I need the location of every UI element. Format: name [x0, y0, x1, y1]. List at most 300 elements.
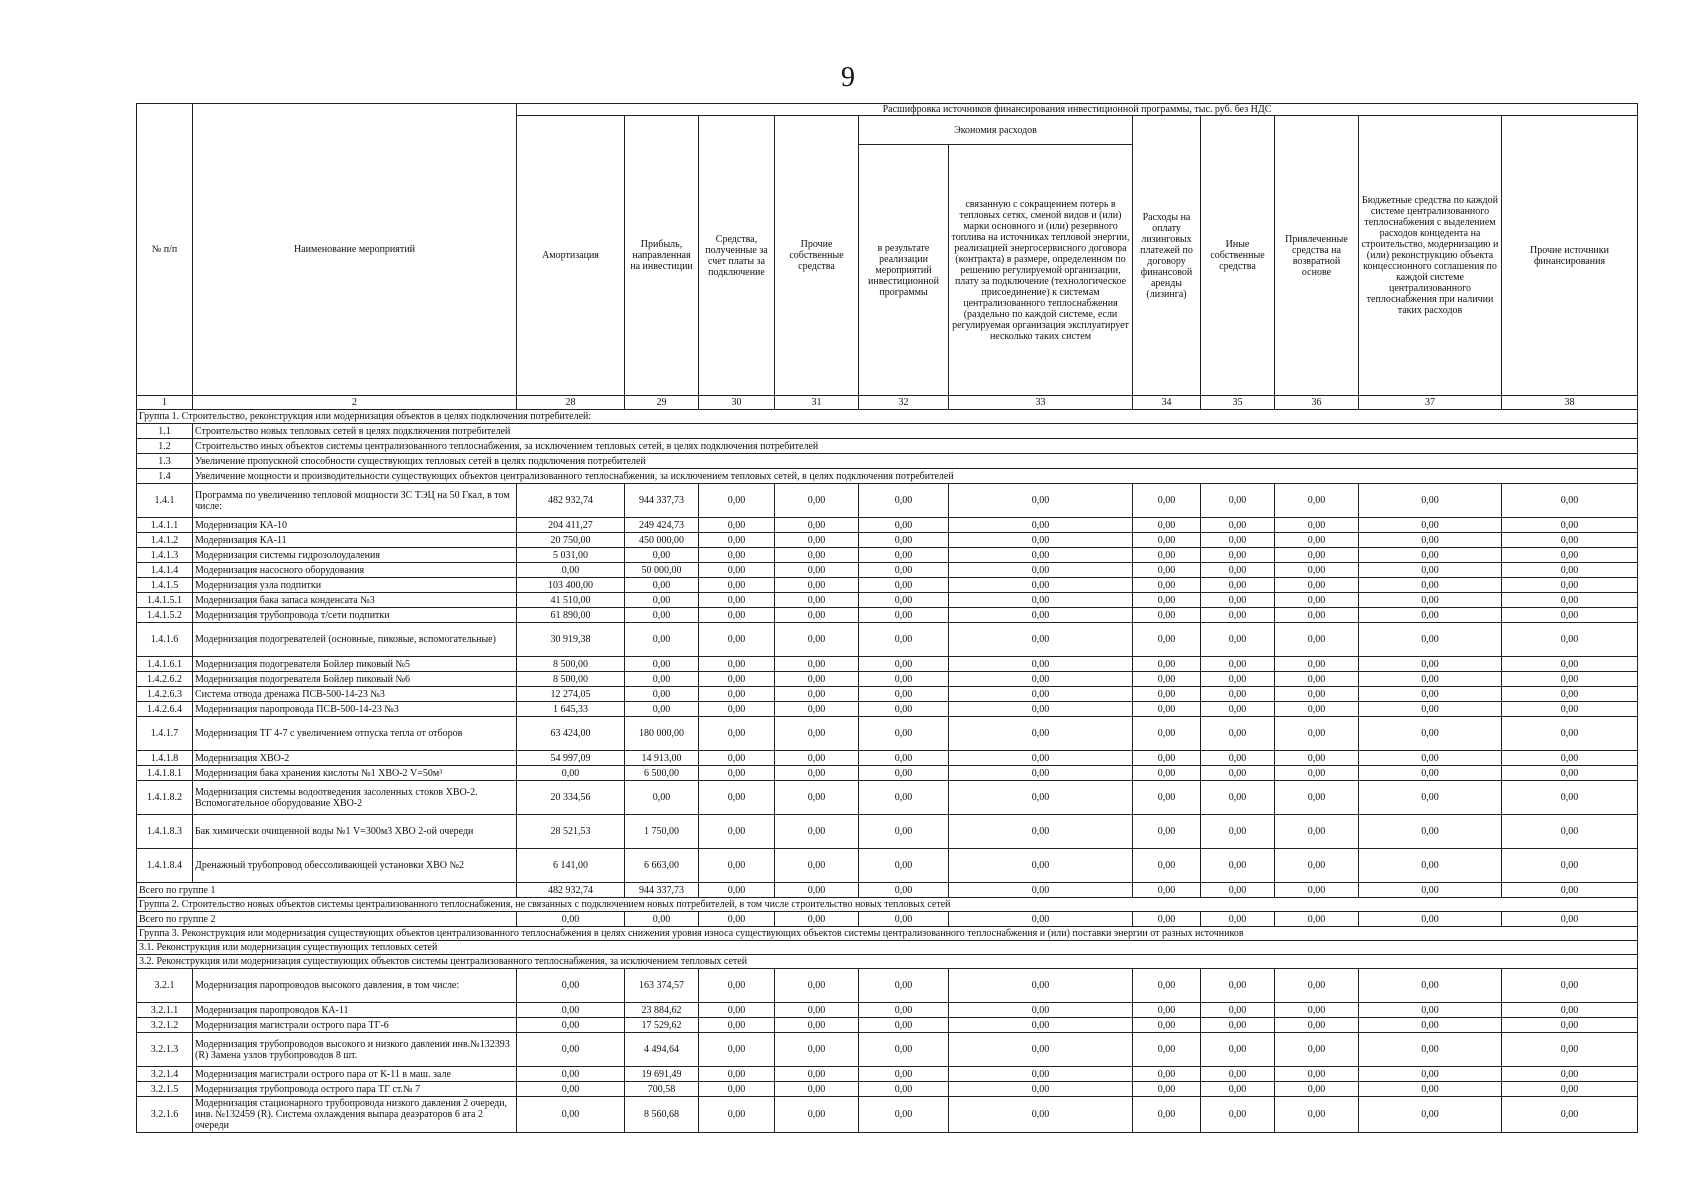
amount-cell: 0,00 [1502, 1097, 1638, 1133]
amount-cell: 0,00 [1133, 1097, 1201, 1133]
amount-cell: 1 750,00 [625, 815, 699, 849]
amount-cell: 5 031,00 [517, 548, 625, 563]
amount-cell: 0,00 [1502, 548, 1638, 563]
measure-name: Модернизация системы водоотведения засоленных стоков ХВО-2. Вспомогательное оборудование ХВО-2 [193, 781, 517, 815]
amount-cell: 204 411,27 [517, 518, 625, 533]
measure-name: Модернизация трубопровода т/сети подпитки [193, 608, 517, 623]
column-number: 37 [1359, 396, 1502, 410]
row-number: 1.4.1.8.1 [137, 766, 193, 781]
amount-cell: 0,00 [517, 1097, 625, 1133]
amount-cell: 23 884,62 [625, 1003, 699, 1018]
amount-cell: 0,00 [699, 518, 775, 533]
amount-cell: 0,00 [699, 766, 775, 781]
amount-cell: 0,00 [699, 751, 775, 766]
section-title: Увеличение пропускной способности существующих тепловых сетей в целях подключения потребителей [193, 454, 1638, 469]
group-row [137, 898, 1638, 912]
section-row [137, 424, 1638, 439]
measure-name: Модернизация подогревателя Бойлер пиковый №5 [193, 657, 517, 672]
amount-cell: 0,00 [1275, 781, 1359, 815]
amount-cell: 0,00 [625, 672, 699, 687]
column-number: 31 [775, 396, 859, 410]
amount-cell: 0,00 [1201, 1003, 1275, 1018]
amount-cell: 0,00 [949, 849, 1133, 883]
table-row [137, 1018, 1638, 1033]
row-number: 3.2.1.1 [137, 1003, 193, 1018]
measure-name: Модернизация ТГ 4-7 с увеличением отпуска тепла от отборов [193, 717, 517, 751]
amount-cell: 482 932,74 [517, 883, 625, 898]
table-row [137, 563, 1638, 578]
row-number: 1.4.1.5 [137, 578, 193, 593]
amount-cell: 0,00 [1133, 548, 1201, 563]
row-number: 1.3 [137, 454, 193, 469]
amount-cell: 0,00 [949, 533, 1133, 548]
amount-cell: 0,00 [1133, 593, 1201, 608]
measure-name: Модернизация подогревателя Бойлер пиковый №6 [193, 672, 517, 687]
amount-cell: 0,00 [625, 623, 699, 657]
amount-cell: 0,00 [625, 578, 699, 593]
amount-cell: 0,00 [1275, 533, 1359, 548]
header-loss-reduction: связанную с сокращением потерь в тепловых сетях, сменой видов и (или) марки основного и (или) резервного топлива на источниках тепловой энергии, реализацией энергосервисного договора (контракта) в размере, определенном по решению регулируемой организации, плату за подключение (технологическое присоединение) к системам централизованного теплоснабжения (раздельно по каждой системе, если регулируемая организация эксплуатирует несколько таких систем [949, 145, 1133, 396]
row-number: 1.4.2.6.3 [137, 687, 193, 702]
amount-cell: 0,00 [775, 548, 859, 563]
amount-cell: 19 691,49 [625, 1067, 699, 1082]
amount-cell: 0,00 [1275, 548, 1359, 563]
amount-cell: 0,00 [1133, 578, 1201, 593]
amount-cell: 0,00 [1133, 672, 1201, 687]
amount-cell: 0,00 [517, 563, 625, 578]
amount-cell: 0,00 [949, 623, 1133, 657]
amount-cell: 0,00 [1133, 781, 1201, 815]
amount-cell: 0,00 [699, 969, 775, 1003]
amount-cell: 0,00 [1275, 912, 1359, 927]
row-number: 1.4.1.5.1 [137, 593, 193, 608]
amount-cell: 0,00 [699, 672, 775, 687]
amount-cell: 30 919,38 [517, 623, 625, 657]
amount-cell: 0,00 [859, 548, 949, 563]
amount-cell: 0,00 [699, 1082, 775, 1097]
section-title: Увеличение мощности и производительности существующих объектов централизованного теплоснабжения, за исключением тепловых сетей, в целях подключения потребителей [193, 469, 1638, 484]
amount-cell: 0,00 [699, 578, 775, 593]
amount-cell: 0,00 [1201, 912, 1275, 927]
amount-cell: 0,00 [699, 1097, 775, 1133]
header-num: № п/п [137, 104, 193, 396]
row-number: 3.2.1.4 [137, 1067, 193, 1082]
amount-cell: 0,00 [1359, 815, 1502, 849]
amount-cell: 180 000,00 [625, 717, 699, 751]
group-row [137, 955, 1638, 969]
amount-cell: 1 645,33 [517, 702, 625, 717]
row-number: 1.4.1.2 [137, 533, 193, 548]
measure-name: Модернизация стационарного трубопровода низкого давления 2 очереди, инв. №132459 (R). Система охлаждения выпара деаэраторов 6 ата 2 очереди [193, 1097, 517, 1133]
amount-cell: 0,00 [1275, 578, 1359, 593]
measure-name: Модернизация паропроводов высокого давления, в том числе: [193, 969, 517, 1003]
measure-name: Модернизация узла подпитки [193, 578, 517, 593]
amount-cell: 0,00 [859, 766, 949, 781]
amount-cell: 0,00 [699, 781, 775, 815]
amount-cell: 0,00 [1359, 687, 1502, 702]
amount-cell: 0,00 [1502, 717, 1638, 751]
table-row [137, 702, 1638, 717]
header-economy: Экономия расходов [859, 116, 1133, 145]
amount-cell: 0,00 [775, 533, 859, 548]
amount-cell: 0,00 [1201, 702, 1275, 717]
amount-cell: 0,00 [1201, 608, 1275, 623]
amount-cell: 0,00 [775, 1018, 859, 1033]
column-number: 30 [699, 396, 775, 410]
amount-cell: 0,00 [625, 608, 699, 623]
amount-cell: 0,00 [625, 687, 699, 702]
amount-cell: 944 337,73 [625, 883, 699, 898]
amount-cell: 0,00 [1275, 849, 1359, 883]
row-number: 1.4.2.6.4 [137, 702, 193, 717]
amount-cell: 450 000,00 [625, 533, 699, 548]
amount-cell: 0,00 [1201, 969, 1275, 1003]
amount-cell: 0,00 [949, 1097, 1133, 1133]
row-number: 1.4 [137, 469, 193, 484]
amount-cell: 0,00 [1275, 1033, 1359, 1067]
table-row [137, 849, 1638, 883]
row-number: 3.2.1.5 [137, 1082, 193, 1097]
amount-cell: 0,00 [1502, 781, 1638, 815]
measure-name: Модернизация насосного оборудования [193, 563, 517, 578]
amount-cell: 0,00 [1359, 849, 1502, 883]
amount-cell: 0,00 [1502, 751, 1638, 766]
amount-cell: 0,00 [699, 1003, 775, 1018]
amount-cell: 0,00 [859, 672, 949, 687]
amount-cell: 0,00 [1359, 751, 1502, 766]
table-row [137, 781, 1638, 815]
amount-cell: 0,00 [625, 702, 699, 717]
amount-cell: 0,00 [1359, 484, 1502, 518]
amount-cell: 0,00 [949, 766, 1133, 781]
amount-cell: 0,00 [859, 687, 949, 702]
table-row [137, 687, 1638, 702]
amount-cell: 0,00 [1133, 687, 1201, 702]
amount-cell: 0,00 [625, 593, 699, 608]
group-row [137, 410, 1638, 424]
amount-cell: 0,00 [1359, 1067, 1502, 1082]
amount-cell: 0,00 [699, 687, 775, 702]
amount-cell: 0,00 [1502, 883, 1638, 898]
amount-cell: 0,00 [1201, 751, 1275, 766]
row-number: 1.4.1.1 [137, 518, 193, 533]
amount-cell: 0,00 [1502, 969, 1638, 1003]
row-number: 3.2.1.3 [137, 1033, 193, 1067]
amount-cell: 0,00 [949, 883, 1133, 898]
amount-cell: 0,00 [859, 717, 949, 751]
amount-cell: 0,00 [517, 969, 625, 1003]
amount-cell: 0,00 [1133, 608, 1201, 623]
amount-cell: 0,00 [1275, 883, 1359, 898]
amount-cell: 0,00 [1359, 608, 1502, 623]
amount-cell: 0,00 [699, 563, 775, 578]
amount-cell: 0,00 [699, 815, 775, 849]
amount-cell: 0,00 [1359, 717, 1502, 751]
header-leasing: Расходы на оплату лизинговых платежей по договору финансовой аренды (лизинга) [1133, 116, 1201, 396]
amount-cell: 0,00 [1275, 687, 1359, 702]
amount-cell: 0,00 [1201, 563, 1275, 578]
amount-cell: 0,00 [517, 1003, 625, 1018]
amount-cell: 20 334,56 [517, 781, 625, 815]
amount-cell: 0,00 [775, 1003, 859, 1018]
amount-cell: 0,00 [1133, 912, 1201, 927]
amount-cell: 0,00 [1275, 484, 1359, 518]
amount-cell: 0,00 [1359, 766, 1502, 781]
section-title: Строительство новых тепловых сетей в целях подключения потребителей [193, 424, 1638, 439]
amount-cell: 0,00 [949, 702, 1133, 717]
amount-cell: 0,00 [1359, 702, 1502, 717]
table-row [137, 751, 1638, 766]
row-number: 3.2.1 [137, 969, 193, 1003]
column-number: 35 [1201, 396, 1275, 410]
amount-cell: 0,00 [949, 1003, 1133, 1018]
amount-cell: 0,00 [775, 766, 859, 781]
amount-cell: 0,00 [1502, 1033, 1638, 1067]
amount-cell: 0,00 [1359, 672, 1502, 687]
amount-cell: 0,00 [949, 1033, 1133, 1067]
amount-cell: 0,00 [1359, 593, 1502, 608]
amount-cell: 0,00 [1201, 1097, 1275, 1133]
table-row [137, 1067, 1638, 1082]
amount-cell: 8 500,00 [517, 672, 625, 687]
amount-cell: 0,00 [1201, 883, 1275, 898]
group-title: 3.1. Реконструкция или модернизация существующих тепловых сетей [137, 941, 1638, 955]
amount-cell: 0,00 [1275, 608, 1359, 623]
amount-cell: 0,00 [1201, 1067, 1275, 1082]
amount-cell: 0,00 [1359, 578, 1502, 593]
amount-cell: 0,00 [775, 702, 859, 717]
amount-cell: 0,00 [949, 518, 1133, 533]
measure-name: Модернизация трубопроводов высокого и низкого давления инв.№132393 (R) Замена узлов трубопроводов 8 шт. [193, 1033, 517, 1067]
amount-cell: 0,00 [699, 849, 775, 883]
amount-cell: 944 337,73 [625, 484, 699, 518]
amount-cell: 14 913,00 [625, 751, 699, 766]
amount-cell: 0,00 [1359, 1082, 1502, 1097]
amount-cell: 28 521,53 [517, 815, 625, 849]
amount-cell: 0,00 [949, 563, 1133, 578]
amount-cell: 0,00 [949, 548, 1133, 563]
amount-cell: 0,00 [1275, 751, 1359, 766]
amount-cell: 0,00 [1133, 1018, 1201, 1033]
amount-cell: 0,00 [1359, 912, 1502, 927]
table-row [137, 766, 1638, 781]
table-row [137, 969, 1638, 1003]
amount-cell: 0,00 [1133, 969, 1201, 1003]
amount-cell: 0,00 [859, 578, 949, 593]
amount-cell: 8 500,00 [517, 657, 625, 672]
column-number: 29 [625, 396, 699, 410]
amount-cell: 0,00 [859, 781, 949, 815]
amount-cell: 0,00 [1133, 1067, 1201, 1082]
amount-cell: 0,00 [859, 623, 949, 657]
amount-cell: 0,00 [949, 1082, 1133, 1097]
measure-name: Программа по увеличению тепловой мощности ЗС ТЭЦ на 50 Гкал, в том числе: [193, 484, 517, 518]
amount-cell: 0,00 [1133, 563, 1201, 578]
amount-cell: 0,00 [1275, 969, 1359, 1003]
amount-cell: 0,00 [699, 533, 775, 548]
amount-cell: 0,00 [1201, 672, 1275, 687]
amount-cell: 41 510,00 [517, 593, 625, 608]
group-total-label: Всего по группе 2 [137, 912, 517, 927]
amount-cell: 0,00 [1275, 717, 1359, 751]
amount-cell: 4 494,64 [625, 1033, 699, 1067]
row-number: 1.4.1.4 [137, 563, 193, 578]
amount-cell: 0,00 [775, 484, 859, 518]
group-title: Группа 3. Реконструкция или модернизация существующих объектов централизованного теплоснабжения в целях снижения уровня износа существующих объектов системы централизованного теплоснабжения и (или) поставки энергии от разных источников [137, 927, 1638, 941]
amount-cell: 0,00 [859, 849, 949, 883]
amount-cell: 0,00 [1133, 883, 1201, 898]
amount-cell: 700,58 [625, 1082, 699, 1097]
table-body [137, 410, 1638, 1133]
header-budget: Бюджетные средства по каждой системе централизованного теплоснабжения с выделением расходов концедента на строительство, модернизацию и (или) реконструкцию объекта концессионного соглашения по каждой системе централизованного теплоснабжения при наличии таких расходов [1359, 116, 1502, 396]
amount-cell: 0,00 [699, 657, 775, 672]
measure-name: Модернизация магистрали острого пара ТГ-6 [193, 1018, 517, 1033]
row-number: 1.4.1.6.1 [137, 657, 193, 672]
header-program-result: в результате реализации мероприятий инвестиционной программы [859, 145, 949, 396]
amount-cell: 0,00 [1201, 815, 1275, 849]
amount-cell: 0,00 [1201, 717, 1275, 751]
amount-cell: 0,00 [1502, 608, 1638, 623]
amount-cell: 0,00 [949, 969, 1133, 1003]
table-row [137, 1082, 1638, 1097]
amount-cell: 0,00 [1275, 593, 1359, 608]
amount-cell: 0,00 [1502, 687, 1638, 702]
measure-name: Дренажный трубопровод обессоливающей установки ХВО №2 [193, 849, 517, 883]
row-number: 1.4.1.8 [137, 751, 193, 766]
amount-cell: 61 890,00 [517, 608, 625, 623]
amount-cell: 0,00 [859, 751, 949, 766]
column-number: 28 [517, 396, 625, 410]
row-number: 1.4.1.8.2 [137, 781, 193, 815]
amount-cell: 0,00 [1201, 1082, 1275, 1097]
amount-cell: 0,00 [1133, 702, 1201, 717]
measure-name: Модернизация трубопровода острого пара ТГ ст.№ 7 [193, 1082, 517, 1097]
amount-cell: 0,00 [1133, 1003, 1201, 1018]
amount-cell: 482 932,74 [517, 484, 625, 518]
table-row [137, 1003, 1638, 1018]
amount-cell: 0,00 [517, 1018, 625, 1033]
amount-cell: 0,00 [949, 608, 1133, 623]
amount-cell: 0,00 [775, 623, 859, 657]
column-number: 2 [193, 396, 517, 410]
amount-cell: 0,00 [859, 593, 949, 608]
measure-name: Модернизация бака хранения кислоты №1 ХВО-2 V=50м³ [193, 766, 517, 781]
amount-cell: 0,00 [949, 815, 1133, 849]
row-number: 1.4.1.8.4 [137, 849, 193, 883]
measure-name: Модернизация КА-11 [193, 533, 517, 548]
amount-cell: 0,00 [699, 1033, 775, 1067]
amount-cell: 0,00 [1502, 766, 1638, 781]
amount-cell: 0,00 [1133, 1033, 1201, 1067]
group-total-row [137, 912, 1638, 927]
amount-cell: 0,00 [1201, 484, 1275, 518]
amount-cell: 0,00 [1502, 578, 1638, 593]
amount-cell: 0,00 [949, 578, 1133, 593]
amount-cell: 0,00 [1359, 563, 1502, 578]
amount-cell: 0,00 [949, 781, 1133, 815]
amount-cell: 0,00 [1275, 563, 1359, 578]
amount-cell: 0,00 [775, 672, 859, 687]
group-title: Группа 1. Строительство, реконструкция или модернизация объектов в целях подключения потребителей: [137, 410, 1638, 424]
table-row [137, 717, 1638, 751]
amount-cell: 0,00 [1133, 815, 1201, 849]
amount-cell: 0,00 [1275, 1082, 1359, 1097]
amount-cell: 0,00 [949, 717, 1133, 751]
column-number: 38 [1502, 396, 1638, 410]
amount-cell: 0,00 [1133, 849, 1201, 883]
measure-name: Модернизация подогревателей (основные, пиковые, вспомогательные) [193, 623, 517, 657]
amount-cell: 0,00 [1201, 533, 1275, 548]
amount-cell: 0,00 [1502, 623, 1638, 657]
table-row [137, 657, 1638, 672]
amount-cell: 0,00 [859, 912, 949, 927]
amount-cell: 0,00 [1502, 1018, 1638, 1033]
amount-cell: 0,00 [517, 1082, 625, 1097]
amount-cell: 0,00 [1359, 548, 1502, 563]
amount-cell: 0,00 [859, 484, 949, 518]
amount-cell: 0,00 [775, 608, 859, 623]
section-row [137, 454, 1638, 469]
amount-cell: 0,00 [699, 1018, 775, 1033]
amount-cell: 0,00 [1502, 815, 1638, 849]
amount-cell: 0,00 [775, 717, 859, 751]
amount-cell: 0,00 [1502, 672, 1638, 687]
group-title: 3.2. Реконструкция или модернизация существующих объектов системы централизованного теплоснабжения, за исключением тепловых сетей [137, 955, 1638, 969]
table-row [137, 608, 1638, 623]
amount-cell: 0,00 [1133, 657, 1201, 672]
table-row [137, 1097, 1638, 1133]
amount-cell: 0,00 [625, 548, 699, 563]
amount-cell: 12 274,05 [517, 687, 625, 702]
amount-cell: 6 500,00 [625, 766, 699, 781]
amount-cell: 0,00 [859, 969, 949, 1003]
amount-cell: 0,00 [1502, 702, 1638, 717]
amount-cell: 0,00 [859, 1067, 949, 1082]
amount-cell: 0,00 [1502, 1003, 1638, 1018]
amount-cell: 0,00 [775, 1082, 859, 1097]
amount-cell: 0,00 [1359, 623, 1502, 657]
amount-cell: 0,00 [859, 657, 949, 672]
measure-name: Модернизация ХВО-2 [193, 751, 517, 766]
amount-cell: 0,00 [1275, 815, 1359, 849]
table-row [137, 578, 1638, 593]
table-row [137, 1033, 1638, 1067]
amount-cell: 0,00 [699, 1067, 775, 1082]
amount-cell: 0,00 [1359, 781, 1502, 815]
amount-cell: 0,00 [1201, 578, 1275, 593]
group-title: Группа 2. Строительство новых объектов системы централизованного теплоснабжения, не связанных с подключением новых потребителей, в том числе строительство новых тепловых сетей [137, 898, 1638, 912]
amount-cell: 0,00 [1359, 969, 1502, 1003]
measure-name: Модернизация паропровода ПСВ-500-14-23 №3 [193, 702, 517, 717]
amount-cell: 0,00 [1133, 518, 1201, 533]
amount-cell: 0,00 [949, 751, 1133, 766]
measure-name: Бак химически очищенной воды №1 V=300м3 ХВО 2-ой очереди [193, 815, 517, 849]
amount-cell: 0,00 [1502, 593, 1638, 608]
row-number: 1.1 [137, 424, 193, 439]
table-row [137, 533, 1638, 548]
table-header [137, 104, 1638, 410]
row-number: 3.2.1.2 [137, 1018, 193, 1033]
row-number: 1.4.1.6 [137, 623, 193, 657]
amount-cell: 0,00 [949, 672, 1133, 687]
amount-cell: 0,00 [1133, 1082, 1201, 1097]
amount-cell: 0,00 [1201, 766, 1275, 781]
amount-cell: 0,00 [775, 781, 859, 815]
amount-cell: 50 000,00 [625, 563, 699, 578]
amount-cell: 0,00 [775, 1067, 859, 1082]
amount-cell: 0,00 [775, 563, 859, 578]
amount-cell: 0,00 [1201, 548, 1275, 563]
